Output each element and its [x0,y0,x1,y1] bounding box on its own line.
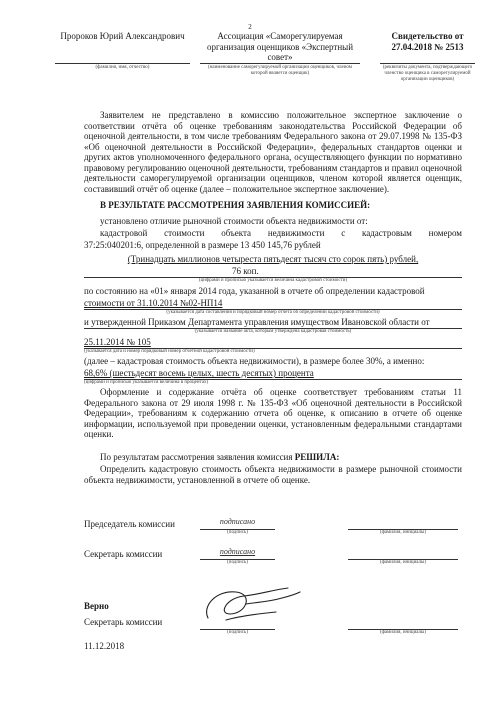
finding-amount-words: (Тринадцать миллионов четыреста пятьдесят тысяч сто сорок пять) рублей, [127,254,419,264]
signature-caption: (подпись) [227,530,248,535]
intro-paragraph: Заявителем не представлено в комиссию положительное экспертное заключение о соответствии отчёта об оценке требованиям законодательства Российской Федерации об оценочной деятельности, в том числе требованиям Федерального закона от 29.07.1998 № 135-ФЗ «Об оценочной деятельности в Российской Федерации», федеральных стандартов оценки и других актов уполномоченного федерального органа, осуществляющего функции по нормативно правовому регулированию оценочной деятельности, требованиям стандартов и правил оценочной деятельности саморегулируемой организации оценщиков, членом которой является оценщик, составивший отчёт об оценке (далее – положительное экспертное заключение). [84,110,462,194]
name-caption: (фамилия, инициалы) [379,530,427,535]
finding-line: установлено отличие рыночной стоимости объекта недвижимости от: [100,216,368,226]
handwritten-signature [196,580,306,632]
certificate-title: Свидетельство от 27.04.2018 № 2513 [391,31,464,52]
caption: (указывается название акта, которым утверждена кадастровая стоимость) [194,329,352,334]
page-number: 2 [248,23,252,31]
caption: (цифрами и прописью указывается величина кадастровой стоимости) [198,278,348,283]
divider [380,63,475,64]
finding-percent: 68,6% (шестьдесят восемь целых, шесть десятых) процента [84,368,314,378]
footer-secretary-label: Секретарь комиссии [84,617,163,627]
caption: (указывается дата составления и порядковый номер отчета об определении кадастровой стоимости) [166,310,380,315]
chair-label: Председатель комиссии [84,519,175,529]
caption: (цифрами и прописью указывается величина в процентах) [84,380,209,385]
divider [200,63,360,64]
name-caption: (фамилия, инициалы) [379,630,427,635]
sro-name-caption: (наименование саморегулируемой организации оценщиков, членом которой является оценщик) [208,65,352,76]
finding-line: стоимости от 31.10.2014 №02-НП14 [84,298,223,308]
finding-line: по состоянию на «01» января 2014 года, указанной в отчете об определении кадастровой [84,286,425,296]
decision-verb: РЕШИЛА: [294,452,340,462]
divider [55,63,190,64]
compliance-paragraph: Оформление и содержание отчёта об оценке соответствует требованиям статьи 11 Федерального закона от 29 июля 1998 г. № 135-ФЗ «Об оценочной деятельности в Российской Федерации», требованиям к содержанию отчета об оценке, к описанию в отчете об оценке информации, используемой при проведении оценки, установленным федеральными стандартами оценки. [84,387,462,439]
caption: (указывается дата и номер порядковый номер отчетной кадастровой стоимости) [84,349,255,354]
finding-amount-kopecks: 76 коп. [232,266,259,276]
decision-lead-text: По результатам рассмотрения заявления комиссия [100,452,293,462]
appraiser-name-caption: (фамилия, имя, отчество) [95,65,150,70]
secretary-signature: подписано [219,547,256,556]
finding-line: 37:25:040201:6, определенной в размере 13 450 145,76 рублей [84,240,321,250]
sro-name: Ассоциация «Саморегулируемая организация оценщиков «Экспертный совет» [206,31,354,62]
name-caption: (фамилия, инициалы) [379,560,427,565]
section-title: В РЕЗУЛЬТАТЕ РАССМОТРЕНИЯ ЗАЯВЛЕНИЯ КОМИССИЕЙ: [100,200,371,210]
finding-line: (далее – кадастровая стоимость объекта недвижимости), в размере более 30%, а именно: [84,356,425,366]
signature-caption: (подпись) [227,630,248,635]
signature-caption: (подпись) [227,560,248,565]
secretary-label: Секретарь комиссии [84,549,163,559]
document-date: 11.12.2018 [84,641,125,651]
chair-signature: подписано [219,517,256,526]
certificate-caption: (реквизиты документа, подтверждающего членство оценщика в саморегулируемой организации оценщиков) [382,65,473,82]
finding-line: кадастровой стоимости объекта недвижимости с кадастровым номером [100,228,462,238]
finding-line: и утвержденной Приказом Департамента управления имуществом Ивановской области от [84,317,430,327]
appraiser-name: Пророков Юрий Александрович [60,31,185,41]
verno-label: Верно [84,601,109,611]
decision-lead [100,452,462,463]
finding-line: 25.11.2014 № 105 [84,337,151,347]
decision-text: Определить кадастровую стоимость объекта недвижимости в размере рыночной стоимости объекта недвижимости, установленной в отчете об оценке. [84,464,462,485]
